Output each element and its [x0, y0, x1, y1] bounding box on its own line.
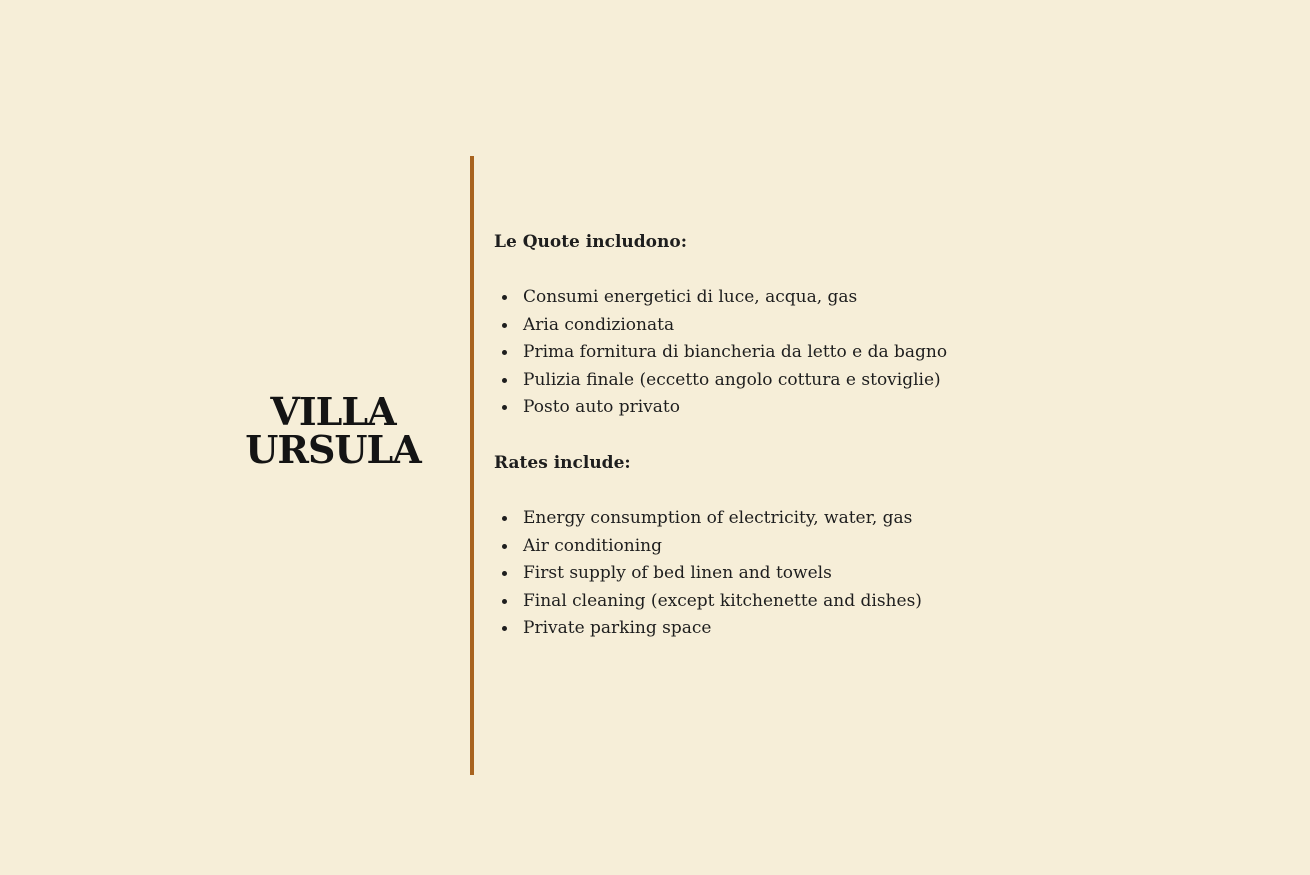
villa-title-line-2: URSULA [245, 427, 421, 472]
list-item: Pulizia finale (eccetto angolo cottura e stoviglie) [494, 368, 1054, 396]
rates-content [494, 230, 1054, 644]
list-item: Prima fornitura di biancheria da letto e da bagno [494, 340, 1054, 368]
vertical-divider [470, 156, 474, 775]
list-item: Final cleaning (except kitchenette and dishes) [494, 589, 1054, 617]
section-italian [494, 230, 1054, 423]
section-english [494, 451, 1054, 644]
included-list-english [494, 506, 1054, 644]
section-heading-english: Rates include: [494, 452, 631, 473]
section-heading-italian: Le Quote includono: [494, 232, 687, 252]
list-item: First supply of bed linen and towels [494, 561, 1054, 589]
list-item: Consumi energetici di luce, acqua, gas [494, 285, 1054, 313]
villa-title-line-1: VILLA [270, 389, 396, 434]
list-item: Private parking space [494, 616, 1054, 644]
list-item: Posto auto privato [494, 395, 1054, 423]
list-item: Energy consumption of electricity, water, gas [494, 506, 1054, 534]
list-item: Air conditioning [494, 534, 1054, 562]
list-item: Aria condizionata [494, 313, 1054, 341]
included-list-italian [494, 285, 1054, 423]
villa-title [222, 389, 444, 472]
